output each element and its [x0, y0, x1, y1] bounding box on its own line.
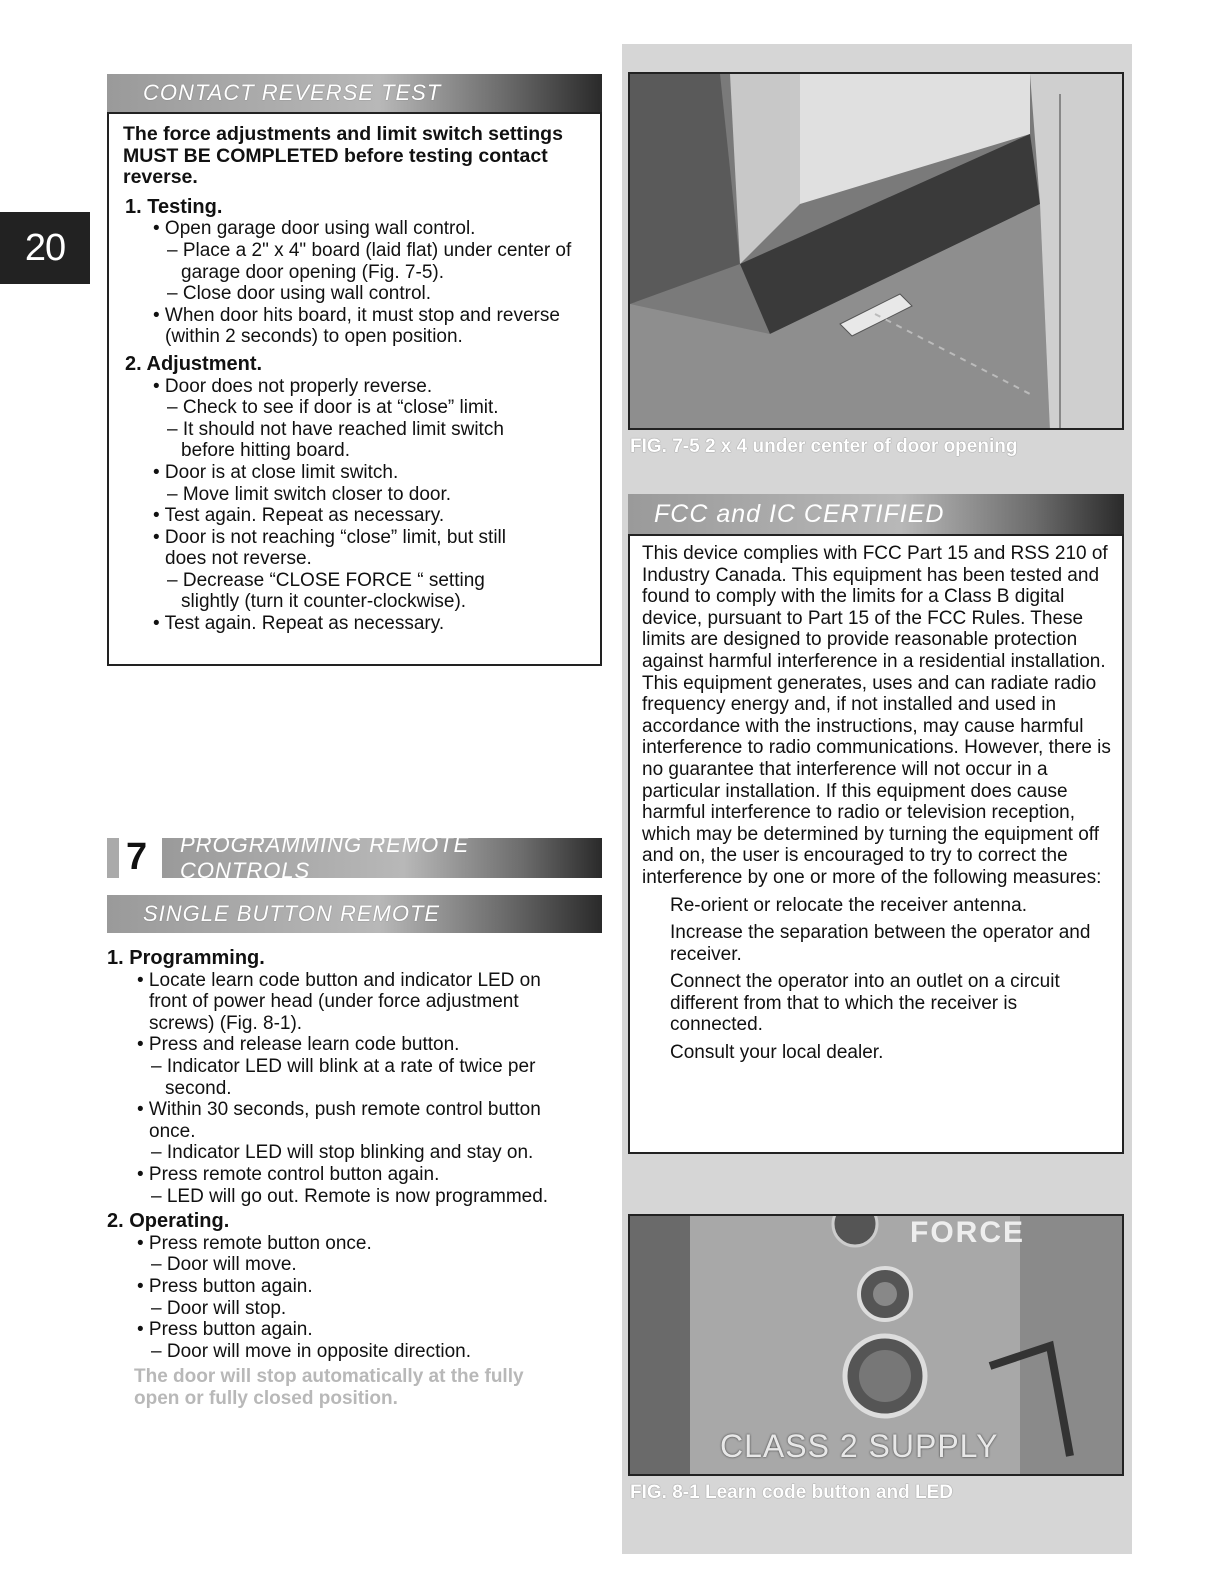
- operating-line: • Press remote button once.: [137, 1232, 372, 1254]
- programming-line: – Indicator LED will stop blinking and stay on.: [151, 1142, 534, 1164]
- adjustment-line: – Decrease “CLOSE FORCE “ setting slightly (turn it counter-clockwise).: [167, 569, 485, 613]
- operating-heading: 2. Operating.: [107, 1210, 230, 1233]
- adjustment-line: – Move limit switch closer to door.: [167, 483, 452, 505]
- operating-line: • Press button again.: [137, 1275, 313, 1297]
- programming-line: • Locate learn code button and indicator LED on front of power head (under force adjustment screws) (Fig. 8-1).: [137, 969, 541, 1034]
- adjustment-line: – It should not have reached limit switch before hitting board.: [167, 418, 504, 462]
- adjustment-line: – Check to see if door is at “close” limit.: [167, 397, 499, 419]
- adjustment-line: • Test again. Repeat as necessary.: [153, 613, 445, 635]
- operating-line: – Door will move.: [151, 1254, 297, 1276]
- class2-supply-label: CLASS 2 SUPPLY: [720, 1428, 999, 1464]
- programming-line: – Indicator LED will blink at a rate of twice per second.: [151, 1055, 536, 1099]
- programming-line: • Press remote control button again.: [137, 1163, 440, 1185]
- testing-heading: 1. Testing.: [125, 195, 223, 218]
- testing-line: – Close door using wall control.: [167, 283, 432, 305]
- contact-reverse-title: CONTACT REVERSE TEST: [143, 80, 442, 105]
- programming-line: • Within 30 seconds, push remote control button once.: [137, 1099, 541, 1142]
- programming-heading: 1. Programming.: [107, 947, 265, 969]
- fig-7-5-caption: FIG. 7-5 2 x 4 under center of door opening: [630, 436, 1018, 457]
- testing-line: • When door hits board, it must stop and reverse (within 2 seconds) to open position.: [153, 304, 560, 348]
- testing-line: • Open garage door using wall control.: [153, 218, 476, 240]
- force-label: FORCE: [910, 1216, 1025, 1249]
- fcc-box: [628, 534, 1124, 1154]
- fcc-body: This device complies with FCC Part 15 and RSS 210 of Industry Canada. This equipment has been tested and found to comply with the limits for a Class B digital device, pursuant to Part 15 of the FCC Rules. These limits are designed to provide reasonable protection against harmful interference in a residential installation. This equipment generates, uses and can radiate radio frequency energy and, if not installed and used in accordance with the instructions, may cause harmful interference to radio communications. However, there is no guarantee that interference will not occur in a particular installation. If this equipment does cause harmful interference to radio or television reception, which may be determined by turning the equipment off and on, the user is encouraged to try to correct the interference by one or more of the following measures:: [642, 543, 1111, 888]
- fcc-measure: Increase the separation between the operator and receiver.: [670, 922, 1091, 965]
- fig-8-1-caption: FIG. 8-1 Learn code button and LED: [630, 1482, 954, 1503]
- adjustment-line: • Door is not reaching “close” limit, but still does not reverse.: [153, 526, 506, 570]
- contact-reverse-header: [107, 74, 602, 112]
- fcc-title: FCC and IC CERTIFIED: [654, 499, 945, 528]
- fcc-measure: Re-orient or relocate the receiver antenna.: [670, 894, 1027, 916]
- operating-line: – Door will stop.: [151, 1297, 287, 1319]
- adjustment-line: • Door does not properly reverse.: [153, 375, 433, 397]
- adjustment-heading: 2. Adjustment.: [125, 352, 263, 375]
- operating-line: • Press button again.: [137, 1319, 313, 1341]
- chapter-number: 7: [126, 836, 148, 878]
- fcc-header: [628, 494, 1124, 534]
- page-number-tab: 20: [0, 212, 90, 284]
- garage-floor-image: [630, 74, 1124, 430]
- single-button-header: [107, 895, 602, 933]
- programming-line: • Press and release learn code button.: [137, 1034, 460, 1056]
- contact-reverse-intro: The force adjustments and limit switch settings MUST BE COMPLETED before testing contact reverse.: [123, 123, 563, 189]
- adjustment-line: • Door is at close limit switch.: [153, 461, 399, 483]
- chapter-accent: [107, 838, 119, 878]
- adjustment-line: • Test again. Repeat as necessary.: [153, 505, 445, 527]
- chapter-title: PROGRAMMING REMOTE CONTROLS: [180, 832, 470, 883]
- single-button-body: [107, 948, 602, 1410]
- contact-reverse-box: [107, 112, 602, 666]
- testing-line: – Place a 2" x 4" board (laid flat) under center of garage door opening (Fig. 7-5).: [167, 239, 572, 283]
- fig-8-1-photo: [628, 1214, 1124, 1476]
- single-button-title: SINGLE BUTTON REMOTE: [143, 901, 441, 926]
- fig-7-5-photo: [628, 72, 1124, 430]
- fcc-measure: Consult your local dealer.: [670, 1042, 884, 1064]
- fcc-measure: Connect the operator into an outlet on a circuit different from that to which the receiver is connected.: [670, 971, 1060, 1036]
- chapter-title-bar: [162, 832, 602, 883]
- operating-line: – Door will move in opposite direction.: [151, 1340, 471, 1362]
- programming-line: – LED will go out. Remote is now programmed.: [151, 1185, 549, 1207]
- auto-stop-note: The door will stop automatically at the fully open or fully closed position.: [134, 1366, 524, 1410]
